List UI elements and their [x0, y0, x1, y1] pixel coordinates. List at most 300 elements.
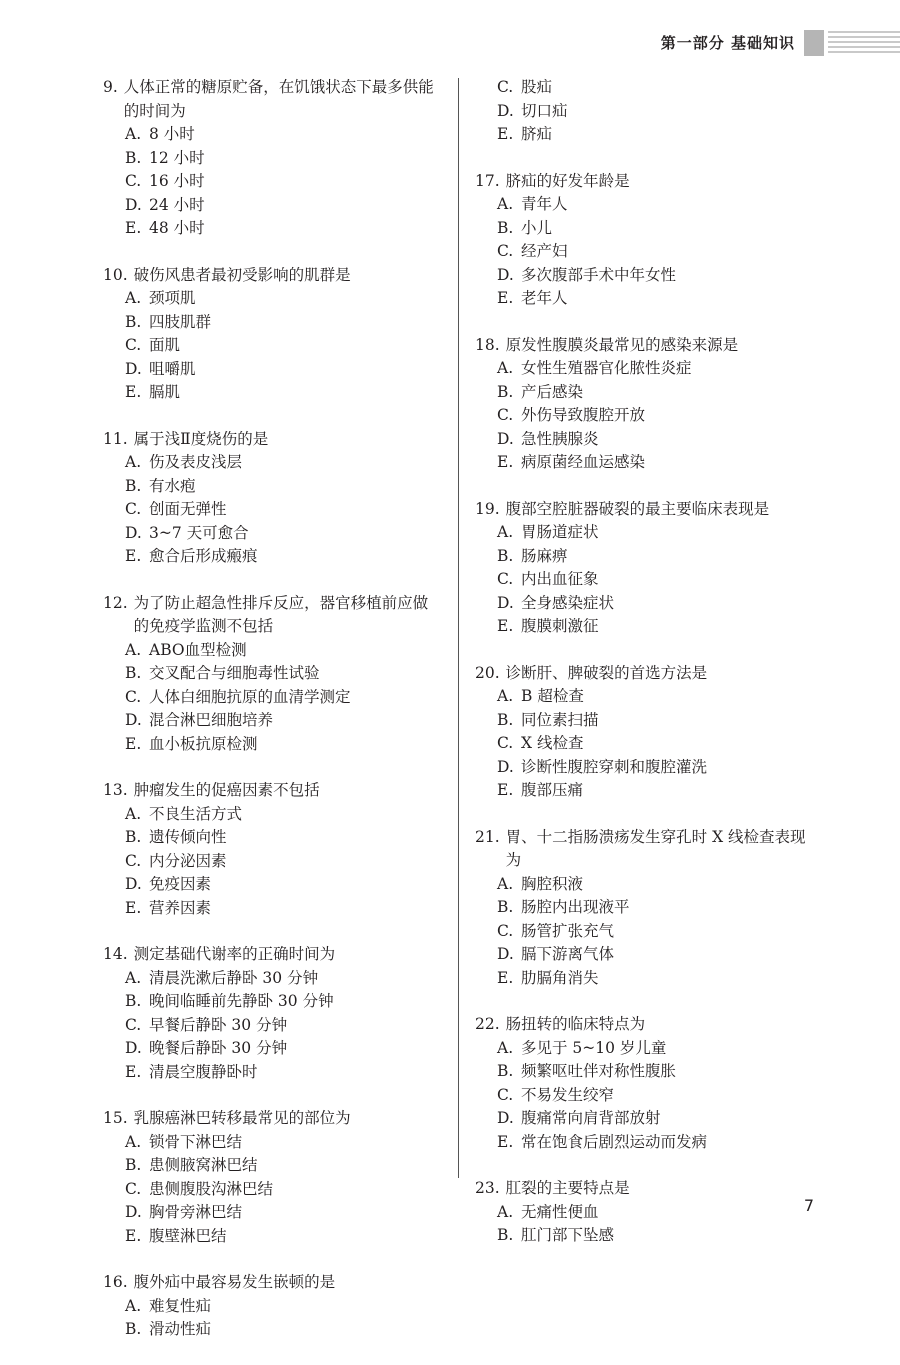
- question-number: 13.: [103, 781, 128, 799]
- option-letter: A.: [125, 1296, 142, 1315]
- option-list: [103, 451, 443, 569]
- option-text: 膈下游离气体: [521, 945, 615, 963]
- answer-option: [497, 521, 661, 545]
- answer-option: [497, 545, 661, 569]
- question-number: 21.: [475, 827, 500, 846]
- option-letter: D.: [125, 711, 142, 729]
- option-letter: A.: [125, 968, 142, 987]
- option-letter: D.: [125, 359, 142, 378]
- option-text: B 超检查: [521, 687, 584, 705]
- option-letter: E.: [125, 898, 142, 917]
- option-text: 不易发生绞窄: [521, 1085, 615, 1104]
- option-text: X 线检查: [521, 734, 584, 752]
- answer-option: [497, 240, 815, 264]
- option-letter: B.: [125, 148, 142, 167]
- option-letter: E.: [125, 219, 142, 237]
- answer-option: [125, 639, 443, 663]
- option-text: 伤及表皮浅层: [149, 453, 243, 471]
- question-stem: [475, 334, 815, 358]
- option-text: 切口疝: [521, 101, 568, 120]
- option-letter: A.: [497, 1038, 514, 1057]
- question-stem: [103, 779, 443, 803]
- answer-option: [125, 1295, 289, 1319]
- answer-option: [497, 1107, 815, 1131]
- option-list: [475, 1037, 815, 1155]
- answer-option: [125, 662, 443, 686]
- option-list: [103, 1295, 443, 1342]
- option-letter: A.: [125, 804, 142, 823]
- option-text: 8 小时: [149, 125, 195, 143]
- option-text: 面肌: [149, 336, 181, 354]
- question-number: 20.: [475, 663, 500, 682]
- answer-option: [125, 1014, 443, 1038]
- option-text: ABO血型检测: [149, 640, 247, 659]
- answer-option: [497, 100, 661, 124]
- option-letter: C.: [125, 1179, 142, 1198]
- answer-option: [497, 357, 815, 381]
- answer-option: [497, 1131, 815, 1155]
- answer-option: [125, 475, 443, 499]
- answer-option: [497, 568, 661, 592]
- answer-option: [497, 1037, 815, 1061]
- answer-option: [125, 686, 443, 710]
- option-list: [475, 193, 815, 311]
- answer-option: [125, 358, 289, 382]
- answer-option: [497, 943, 815, 967]
- question-item: [475, 826, 815, 991]
- question-number: 18.: [475, 335, 500, 354]
- option-text: 经产妇: [521, 242, 568, 260]
- option-letter: B.: [497, 1226, 514, 1244]
- option-letter: C.: [497, 78, 514, 96]
- option-letter: D.: [497, 757, 514, 776]
- option-text: 48 小时: [149, 219, 205, 237]
- question-item: [475, 662, 815, 803]
- answer-option: [497, 451, 815, 475]
- option-letter: B.: [125, 476, 142, 495]
- option-text: 晚餐后静卧 30 分钟: [149, 1039, 288, 1057]
- answer-option: [125, 1201, 443, 1225]
- answer-option: [497, 592, 661, 616]
- option-text: 滑动性疝: [149, 1320, 212, 1338]
- option-text: 诊断性腹腔穿刺和腹腔灌洗: [521, 757, 708, 776]
- option-text: 腹膜刺激征: [521, 617, 599, 635]
- option-letter: B.: [497, 218, 514, 237]
- question-text: 肛裂的主要特点是: [505, 1179, 630, 1197]
- option-letter: B.: [497, 898, 514, 916]
- question-number: 16.: [103, 1273, 128, 1291]
- question-text: 胃、十二指肠溃疡发生穿孔时 X 线检查表现为: [505, 827, 806, 869]
- answer-option: [125, 873, 289, 897]
- question-item: [103, 943, 443, 1084]
- option-letter: A.: [125, 453, 142, 471]
- option-letter: C.: [125, 172, 142, 190]
- option-text: 12 小时: [149, 148, 205, 167]
- option-letter: E.: [125, 1226, 142, 1245]
- question-stem: [103, 76, 443, 123]
- option-letter: B.: [125, 1156, 142, 1174]
- option-text: 多见于 5~10 岁儿童: [521, 1038, 667, 1057]
- question-text: 腹部空腔脏器破裂的最主要临床表现是: [505, 499, 770, 518]
- option-letter: C.: [125, 851, 142, 870]
- answer-option: [125, 381, 289, 405]
- option-text: 腹部压痛: [521, 781, 584, 799]
- option-letter: A.: [497, 359, 514, 377]
- question-text: 肠扭转的临床特点为: [505, 1015, 646, 1033]
- answer-option: [497, 732, 815, 756]
- question-item: [103, 1107, 443, 1248]
- option-list: [103, 639, 443, 757]
- option-text: 腹壁淋巴结: [149, 1226, 227, 1245]
- option-letter: C.: [497, 242, 514, 260]
- question-stem: [103, 943, 443, 967]
- option-text: 内出血征象: [521, 570, 599, 588]
- option-list: [103, 803, 443, 921]
- answer-option: [125, 803, 289, 827]
- header-decoration: [804, 30, 900, 56]
- option-text: 多次腹部手术中年女性: [521, 265, 677, 284]
- question-number: 11.: [103, 429, 128, 448]
- option-text: 胃肠道症状: [521, 523, 599, 541]
- option-letter: B.: [125, 312, 142, 331]
- answer-option: [125, 217, 289, 241]
- option-text: 咀嚼肌: [149, 359, 196, 378]
- option-letter: B.: [125, 664, 142, 682]
- question-text: 人体正常的糖原贮备，在饥饿状态下最多供能的时间为: [123, 78, 434, 120]
- question-item: [475, 76, 815, 147]
- question-number: 14.: [103, 945, 128, 963]
- option-letter: E.: [497, 1132, 514, 1151]
- answer-option: [125, 826, 289, 850]
- question-item: [103, 1271, 443, 1342]
- option-text: 胸骨旁淋巴结: [149, 1203, 243, 1221]
- option-letter: A.: [125, 125, 142, 143]
- question-stem: [475, 498, 815, 522]
- question-number: 17.: [475, 171, 500, 190]
- question-number: 10.: [103, 265, 128, 284]
- option-text: 内分泌因素: [149, 851, 227, 870]
- option-letter: E.: [497, 781, 514, 799]
- answer-option: [125, 733, 443, 757]
- option-text: 四肢肌群: [149, 312, 212, 331]
- answer-option: [497, 1060, 815, 1084]
- option-text: 人体白细胞抗原的血清学测定: [149, 687, 351, 706]
- answer-option: [125, 1131, 443, 1155]
- question-stem: [103, 1107, 443, 1131]
- option-letter: B.: [497, 1062, 514, 1080]
- question-text: 属于浅Ⅱ度烧伤的是: [133, 429, 269, 448]
- option-text: 有水疱: [149, 476, 196, 495]
- answer-option: [125, 522, 443, 546]
- answer-option: [497, 1201, 815, 1225]
- option-letter: A.: [497, 874, 514, 893]
- answer-option: [497, 756, 815, 780]
- option-text: 患侧腹股沟淋巴结: [149, 1179, 274, 1198]
- answer-option: [125, 334, 289, 358]
- answer-option: [497, 920, 815, 944]
- option-letter: E.: [497, 968, 514, 987]
- option-letter: C.: [125, 1015, 142, 1034]
- option-text: 创面无弹性: [149, 500, 227, 518]
- question-number: 23.: [475, 1179, 500, 1197]
- question-item: [103, 428, 443, 569]
- option-text: 营养因素: [149, 898, 212, 917]
- option-text: 脐疝: [521, 125, 553, 143]
- option-letter: B.: [125, 828, 142, 846]
- option-text: 频繁呕吐伴对称性腹胀: [521, 1062, 677, 1080]
- question-stem: [475, 1013, 815, 1037]
- option-letter: C.: [497, 921, 514, 940]
- answer-option: [497, 1224, 815, 1248]
- option-text: 血小板抗原检测: [149, 734, 258, 753]
- question-item: [475, 1013, 815, 1154]
- option-text: 肠管扩张充气: [521, 921, 615, 940]
- option-letter: C.: [125, 336, 142, 354]
- option-text: 愈合后形成瘢痕: [149, 547, 258, 565]
- question-item: [103, 592, 443, 757]
- answer-option: [497, 709, 815, 733]
- option-letter: A.: [125, 1132, 142, 1151]
- answer-option: [497, 615, 661, 639]
- option-text: 清晨洗漱后静卧 30 分钟: [149, 968, 319, 987]
- option-text: 产后感染: [521, 382, 584, 401]
- option-letter: B.: [497, 382, 514, 401]
- answer-option: [125, 311, 289, 335]
- answer-option: [125, 1178, 443, 1202]
- option-letter: E.: [125, 547, 142, 565]
- option-text: 小儿: [521, 218, 553, 237]
- option-letter: B.: [125, 1320, 142, 1338]
- option-text: 24 小时: [149, 195, 205, 214]
- question-item: [103, 76, 443, 241]
- option-list: [475, 521, 815, 639]
- question-text: 破伤风患者最初受影响的肌群是: [133, 265, 351, 284]
- answer-option: [125, 451, 443, 475]
- question-stem: [103, 428, 443, 452]
- question-stem: [475, 170, 815, 194]
- option-letter: C.: [497, 734, 514, 752]
- answer-option: [497, 896, 815, 920]
- option-letter: D.: [497, 265, 514, 284]
- option-letter: C.: [125, 500, 142, 518]
- option-text: 肠麻痹: [521, 546, 568, 565]
- option-letter: D.: [125, 875, 142, 893]
- answer-option: [497, 381, 815, 405]
- option-text: 腹痛常向肩背部放射: [521, 1109, 661, 1127]
- answer-option: [125, 545, 443, 569]
- option-letter: D.: [497, 429, 514, 448]
- option-letter: D.: [497, 1109, 514, 1127]
- question-text: 测定基础代谢率的正确时间为: [133, 945, 336, 963]
- option-letter: C.: [497, 1085, 514, 1104]
- question-text: 脐疝的好发年龄是: [505, 171, 630, 190]
- option-text: 老年人: [521, 289, 568, 307]
- option-letter: A.: [125, 289, 142, 307]
- option-letter: B.: [497, 710, 514, 729]
- option-letter: C.: [497, 570, 514, 588]
- option-text: 早餐后静卧 30 分钟: [149, 1015, 288, 1034]
- option-letter: D.: [125, 1203, 142, 1221]
- option-text: 病原菌经血运感染: [521, 453, 646, 471]
- option-text: 颈项肌: [149, 289, 196, 307]
- option-letter: E.: [497, 617, 514, 635]
- answer-option: [125, 498, 443, 522]
- option-text: 女性生殖器官化脓性炎症: [521, 359, 692, 377]
- question-text: 腹外疝中最容易发生嵌顿的是: [133, 1273, 336, 1291]
- question-stem: [475, 662, 815, 686]
- answer-option: [125, 1037, 443, 1061]
- option-letter: A.: [497, 195, 514, 213]
- option-text: 肛门部下坠感: [521, 1226, 615, 1244]
- option-list: [103, 123, 443, 241]
- answer-option: [125, 897, 289, 921]
- option-text: 肋膈角消失: [521, 968, 599, 987]
- answer-option: [125, 147, 289, 171]
- question-stem: [475, 1177, 815, 1201]
- option-text: 清晨空腹静卧时: [149, 1062, 258, 1081]
- page-number: 7: [803, 1196, 814, 1215]
- right-column: [475, 76, 815, 1271]
- question-item: [103, 264, 443, 405]
- answer-option: [125, 194, 289, 218]
- question-item: [103, 779, 443, 920]
- option-list: [475, 357, 815, 475]
- answer-option: [125, 709, 443, 733]
- option-letter: A.: [497, 1202, 514, 1221]
- answer-option: [497, 217, 815, 241]
- option-text: 常在饱食后剧烈运动而发病: [521, 1132, 708, 1151]
- question-item: [475, 334, 815, 475]
- option-letter: D.: [497, 101, 514, 120]
- answer-option: [125, 1318, 289, 1342]
- option-letter: D.: [497, 593, 514, 612]
- answer-option: [125, 967, 443, 991]
- question-number: 15.: [103, 1109, 128, 1127]
- option-letter: D.: [125, 1039, 142, 1057]
- option-letter: A.: [125, 640, 142, 659]
- option-text: 晚间临睡前先静卧 30 分钟: [149, 992, 334, 1010]
- option-text: 交叉配合与细胞毒性试验: [149, 664, 320, 682]
- option-text: 股疝: [521, 78, 553, 96]
- question-item: [475, 170, 815, 311]
- option-text: 全身感染症状: [521, 593, 615, 612]
- answer-option: [125, 170, 289, 194]
- answer-option: [497, 76, 661, 100]
- question-stem: [475, 826, 815, 873]
- answer-option: [497, 685, 815, 709]
- option-text: 同位素扫描: [521, 710, 599, 729]
- question-item: [475, 498, 815, 639]
- option-text: 不良生活方式: [149, 804, 243, 823]
- section-title: 第一部分 基础知识: [660, 34, 795, 52]
- option-letter: A.: [497, 523, 514, 541]
- answer-option: [497, 1084, 815, 1108]
- option-text: 16 小时: [149, 172, 205, 190]
- column-divider: [458, 78, 459, 1178]
- option-text: 锁骨下淋巴结: [149, 1132, 243, 1151]
- question-stem: [103, 264, 443, 288]
- question-number: 12.: [103, 593, 128, 612]
- question-stem: [103, 592, 443, 639]
- left-column: [103, 76, 443, 1365]
- answer-option: [125, 1154, 443, 1178]
- answer-option: [125, 990, 443, 1014]
- option-letter: E.: [497, 453, 514, 471]
- option-text: 患侧腋窝淋巴结: [149, 1156, 258, 1174]
- option-text: 外伤导致腹腔开放: [521, 406, 646, 424]
- answer-option: [497, 428, 815, 452]
- answer-option: [497, 264, 815, 288]
- option-letter: D.: [125, 523, 142, 542]
- option-text: 难复性疝: [149, 1296, 212, 1315]
- answer-option: [497, 123, 661, 147]
- question-number: 22.: [475, 1015, 500, 1033]
- option-letter: E.: [125, 734, 142, 753]
- option-letter: E.: [125, 1062, 142, 1081]
- option-text: 免疫因素: [149, 875, 212, 893]
- option-letter: C.: [125, 687, 142, 706]
- option-letter: D.: [125, 195, 142, 214]
- option-letter: A.: [497, 687, 514, 705]
- answer-option: [497, 873, 815, 897]
- question-text: 乳腺癌淋巴转移最常见的部位为: [133, 1109, 351, 1127]
- answer-option: [497, 779, 815, 803]
- option-letter: D.: [497, 945, 514, 963]
- question-stem: [103, 1271, 443, 1295]
- answer-option: [497, 967, 815, 991]
- option-text: 混合淋巴细胞培养: [149, 711, 274, 729]
- answer-option: [125, 123, 289, 147]
- question-text: 诊断肝、脾破裂的首选方法是: [505, 663, 708, 682]
- option-text: 急性胰腺炎: [521, 429, 599, 448]
- question-number: 19.: [475, 499, 500, 518]
- option-letter: E.: [497, 289, 514, 307]
- option-text: 膈肌: [149, 383, 181, 401]
- answer-option: [125, 850, 289, 874]
- option-list: [475, 1201, 815, 1248]
- answer-option: [497, 404, 815, 428]
- option-list: [103, 1131, 443, 1249]
- option-list: [475, 76, 815, 147]
- question-item: [475, 1177, 815, 1248]
- option-letter: C.: [497, 406, 514, 424]
- option-letter: E.: [125, 383, 142, 401]
- option-letter: B.: [497, 546, 514, 565]
- option-list: [475, 873, 815, 991]
- option-text: 胸腔积液: [521, 874, 584, 893]
- answer-option: [125, 1225, 443, 1249]
- option-text: 青年人: [521, 195, 568, 213]
- question-number: 9.: [103, 78, 118, 96]
- option-text: 无痛性便血: [521, 1202, 599, 1221]
- option-text: 遗传倾向性: [149, 828, 227, 846]
- option-list: [475, 685, 815, 803]
- page-header: [0, 30, 900, 58]
- question-text: 原发性腹膜炎最常见的感染来源是: [505, 335, 739, 354]
- option-list: [103, 967, 443, 1085]
- answer-option: [125, 287, 289, 311]
- question-text: 为了防止超急性排斥反应，器官移植前应做的免疫学监测不包括: [133, 593, 429, 635]
- option-list: [103, 287, 443, 405]
- answer-option: [497, 287, 815, 311]
- option-letter: E.: [497, 125, 514, 143]
- option-text: 3~7 天可愈合: [149, 523, 249, 542]
- option-text: 肠腔内出现液平: [521, 898, 630, 916]
- answer-option: [497, 193, 815, 217]
- answer-option: [125, 1061, 443, 1085]
- option-letter: B.: [125, 992, 142, 1010]
- question-text: 肿瘤发生的促癌因素不包括: [133, 781, 320, 799]
